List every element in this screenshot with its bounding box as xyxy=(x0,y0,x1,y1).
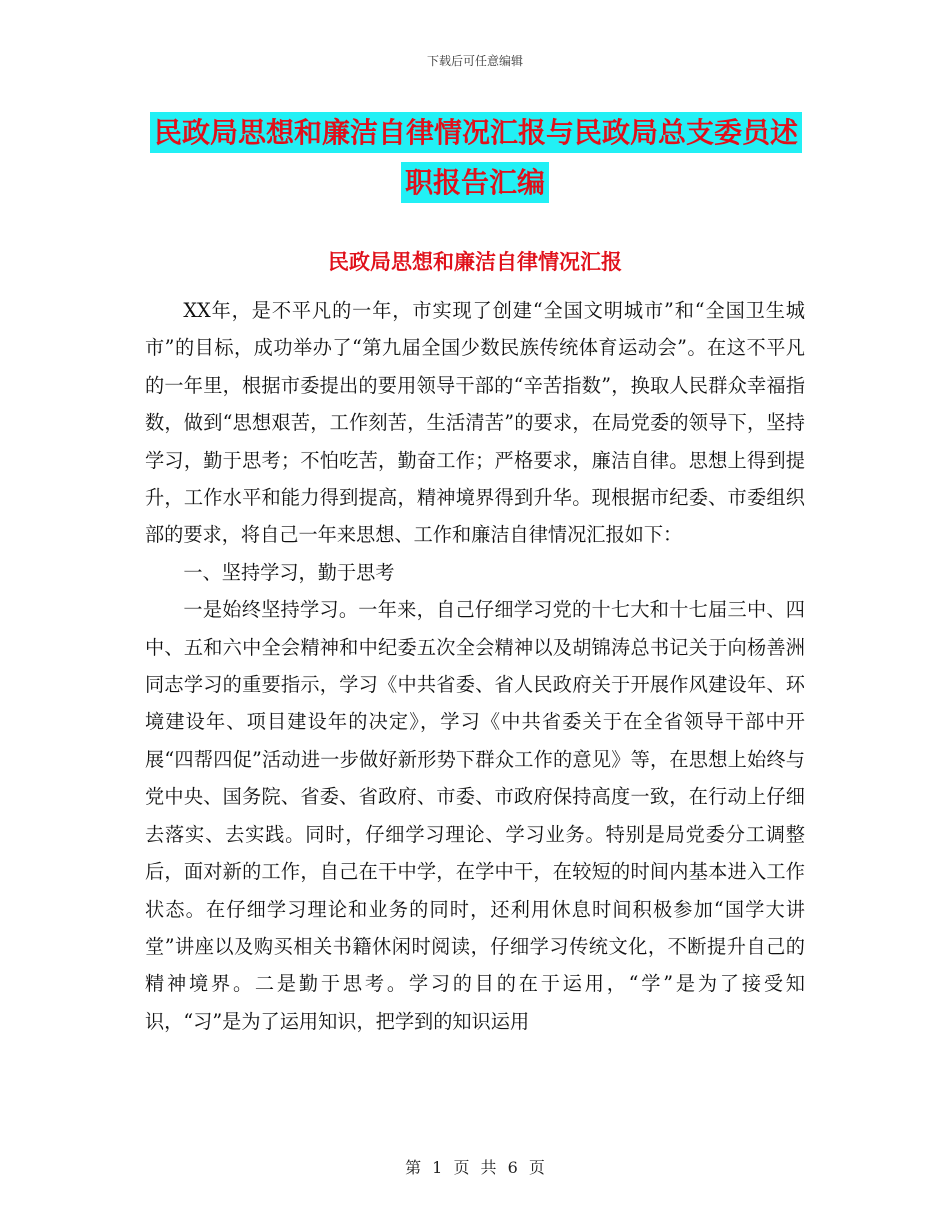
page-footer: 第 1 页 共 6 页 xyxy=(405,1158,545,1177)
page-header-note: 下载后可任意编辑 xyxy=(426,54,523,68)
document-title xyxy=(150,108,800,208)
paragraph-heading-study: 一、坚持学习，勤于思考 xyxy=(183,560,395,584)
document-title-text: 民政局思想和廉洁自律情况汇报与民政局总支委员述职报告汇编 xyxy=(150,112,802,203)
section-title: 民政局思想和廉洁自律情况汇报 xyxy=(328,250,622,274)
paragraph-intro: XX年，是不平凡的一年，市实现了创建“全国文明城市”和“全国卫生城市”的目标，成功举办了“第九届全国少数民族传统体育运动会”。在这不平凡的一年里，根据市委提出的要用领导干部的“辛苦指数”，换取人民群众幸福指数，做到“思想艰苦，工作刻苦，生活清苦”的要求，在局党委的领导下，坚持学习，勤于思考；不怕吃苦，勤奋工作；严格要求，廉洁自律。思想上得到提升，工作水平和能力得到提高，精神境界得到升华。现根据市纪委、市委组织部的要求，将自己一年来思想、工作和廉洁自律情况汇报如下： xyxy=(145,299,805,547)
document-body xyxy=(145,292,805,1040)
paragraph-study-details: 一是始终坚持学习。一年来，自己仔细学习党的十七大和十七届三中、四中、五和六中全会精神和中纪委五次全会精神以及胡锦涛总书记关于向杨善洲同志学习的重要指示，学习《中共省委、省人民政府关于开展作风建设年、环境建设年、项目建设年的决定》，学习《中共省委关于在全省领导干部中开展“四帮四促”活动进一步做好新形势下群众工作的意见》等，在思想上始终与党中央、国务院、省委、省政府、市委、市政府保持高度一致，在行动上仔细去落实、去实践。同时，仔细学习理论、学习业务。特别是局党委分工调整后，面对新的工作，自己在干中学，在学中干，在较短的时间内基本进入工作状态。在仔细学习理论和业务的同时，还利用休息时间积极参加“国学大讲堂”讲座以及购买相关书籍休闲时阅读，仔细学习传统文化，不断提升自己的精神境界。二是勤于思考。学习的目的在于运用，“学”是为了接受知识，“习”是为了运用知识，把学到的知识运用 xyxy=(145,598,805,1033)
